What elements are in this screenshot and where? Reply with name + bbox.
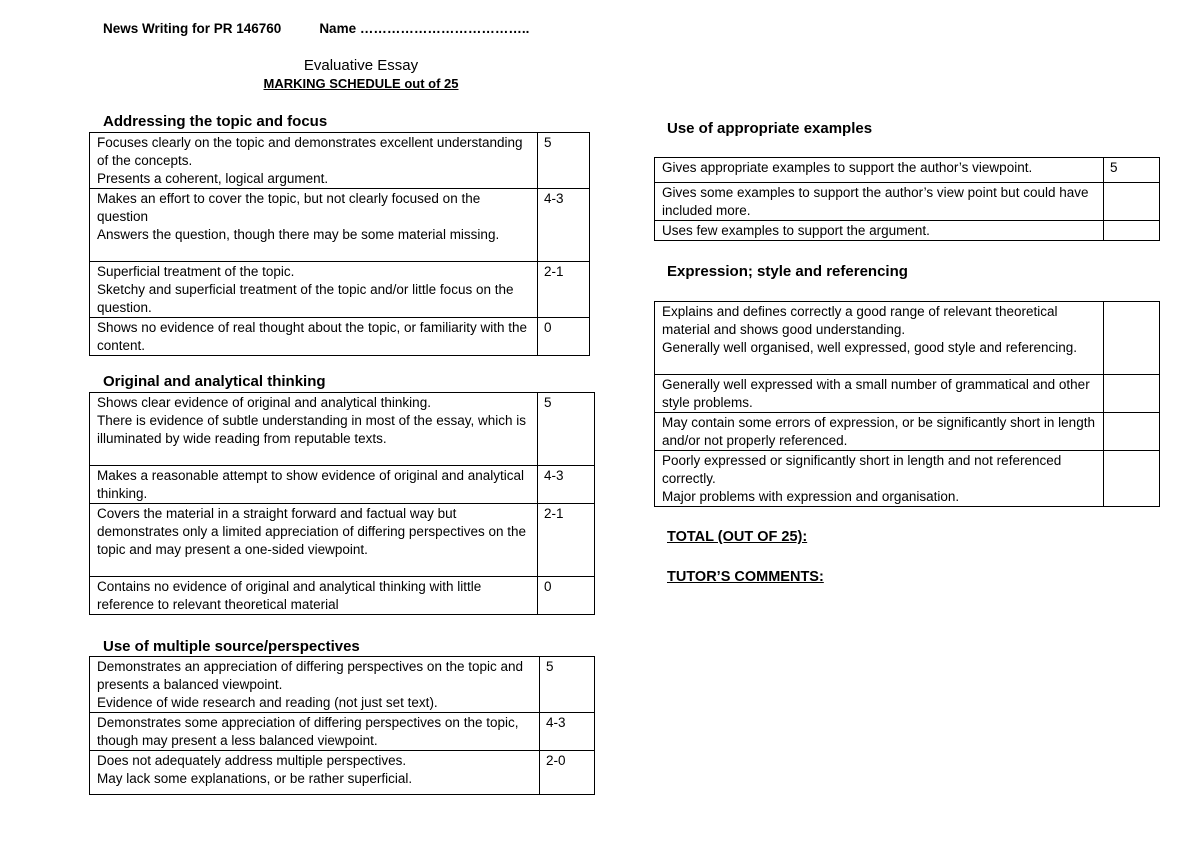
criterion-description: [90, 577, 538, 615]
total-label: TOTAL (OUT OF 25):: [667, 529, 808, 545]
name-field-label: Name ………………………………..: [319, 21, 530, 36]
criterion-score: [1104, 413, 1160, 451]
criterion-line: Makes an effort to cover the topic, but not clearly focused on the question: [97, 191, 481, 224]
criterion-line: Presents a coherent, logical argument.: [97, 171, 329, 186]
criterion-description: [655, 375, 1104, 413]
criterion-line: Sketchy and superficial treatment of the topic and/or little focus on the question.: [97, 282, 514, 315]
rubric-row: [90, 262, 590, 318]
criterion-score: [1104, 221, 1160, 241]
section-heading-topic: Addressing the topic and focus: [103, 113, 328, 130]
criterion-description: [655, 413, 1104, 451]
criterion-line: Poorly expressed or significantly short in length and not referenced correctly.: [662, 453, 1062, 486]
criterion-line: Superficial treatment of the topic.: [97, 264, 295, 279]
criterion-description: [655, 302, 1104, 375]
criterion-line: Contains no evidence of original and analytical thinking with little reference to relevant theoretical material: [97, 579, 482, 612]
criterion-line: Covers the material in a straight forward and factual way but demonstrates only a limited appreciation of differing perspectives on the topic and may present a one-sided viewpoint.: [97, 506, 526, 557]
rubric-row: [90, 504, 595, 577]
criterion-score: 5: [540, 657, 595, 713]
criterion-score: [1104, 302, 1160, 375]
criterion-line: Explains and defines correctly a good range of relevant theoretical material and shows good understanding.: [662, 304, 1058, 337]
rubric-row: [90, 466, 595, 504]
document-title: Evaluative Essay: [303, 57, 419, 74]
rubric-row: [655, 302, 1160, 375]
rubric-row: [90, 713, 595, 751]
tutor-comments-label: TUTOR’S COMMENTS:: [667, 569, 824, 585]
criterion-score: 2-0: [540, 751, 595, 795]
criterion-description: [90, 751, 540, 795]
criterion-description: [90, 393, 538, 466]
criterion-description: [90, 713, 540, 751]
rubric-table-topic: [89, 132, 590, 356]
criterion-description: [655, 451, 1104, 507]
criterion-line: Gives appropriate examples to support the author’s viewpoint.: [662, 160, 1033, 175]
criterion-line: Answers the question, though there may be some material missing.: [97, 227, 500, 242]
criterion-line: Does not adequately address multiple perspectives.: [97, 753, 407, 768]
criterion-line: Generally well expressed with a small number of grammatical and other style problems.: [662, 377, 1090, 410]
rubric-table-expression: [654, 301, 1160, 507]
criterion-line: There is evidence of subtle understanding in most of the essay, which is illuminated by wide reading from reputable texts.: [97, 413, 526, 446]
criterion-description: [90, 262, 538, 318]
section-heading-expression: Expression; style and referencing: [667, 263, 908, 280]
criterion-line: Generally well organised, well expressed, good style and referencing.: [662, 340, 1077, 355]
criterion-score: 4-3: [538, 466, 595, 504]
rubric-row: [655, 158, 1160, 183]
criterion-description: [655, 183, 1104, 221]
criterion-line: Demonstrates some appreciation of differing perspectives on the topic, though may present a less balanced viewpoint.: [97, 715, 519, 748]
section-heading-examples: Use of appropriate examples: [667, 120, 873, 137]
criterion-line: Evidence of wide research and reading (not just set text).: [97, 695, 438, 710]
criterion-line: Makes a reasonable attempt to show evidence of original and analytical thinking.: [97, 468, 525, 501]
criterion-score: [1104, 183, 1160, 221]
criterion-line: Focuses clearly on the topic and demonstrates excellent understanding of the concepts.: [97, 135, 523, 168]
criterion-score: 5: [538, 393, 595, 466]
criterion-description: [655, 158, 1104, 183]
criterion-line: Shows no evidence of real thought about the topic, or familiarity with the content.: [97, 320, 527, 353]
rubric-row: [655, 375, 1160, 413]
rubric-table-examples: [654, 157, 1160, 241]
criterion-score: 0: [538, 318, 590, 356]
rubric-table-multiple: [89, 656, 595, 795]
criterion-description: [90, 466, 538, 504]
course-code: News Writing for PR 146760: [103, 21, 282, 36]
criterion-description: [90, 657, 540, 713]
rubric-row: [90, 657, 595, 713]
criterion-description: [90, 318, 538, 356]
criterion-score: 5: [538, 133, 590, 189]
criterion-score: 4-3: [538, 189, 590, 262]
criterion-line: Demonstrates an appreciation of differing perspectives on the topic and presents a balanced viewpoint.: [97, 659, 524, 692]
rubric-row: [90, 751, 595, 795]
criterion-line: Shows clear evidence of original and analytical thinking.: [97, 395, 431, 410]
rubric-row: [655, 183, 1160, 221]
criterion-line: May contain some errors of expression, or be significantly short in length and/or not properly referenced.: [662, 415, 1095, 448]
criterion-line: Gives some examples to support the author’s view point but could have included more.: [662, 185, 1089, 218]
criterion-score: 4-3: [540, 713, 595, 751]
criterion-description: [90, 133, 538, 189]
rubric-row: [655, 221, 1160, 241]
rubric-row: [90, 577, 595, 615]
criterion-score: 0: [538, 577, 595, 615]
rubric-table-original: [89, 392, 595, 615]
document-subtitle: MARKING SCHEDULE out of 25: [263, 76, 459, 91]
criterion-line: May lack some explanations, or be rather superficial.: [97, 771, 413, 786]
section-heading-original: Original and analytical thinking: [103, 373, 326, 390]
rubric-row: [90, 189, 590, 262]
criterion-line: Major problems with expression and organisation.: [662, 489, 960, 504]
document-header: [103, 21, 529, 36]
criterion-description: [655, 221, 1104, 241]
criterion-score: [1104, 451, 1160, 507]
rubric-row: [655, 413, 1160, 451]
section-heading-multiple: Use of multiple source/perspectives: [103, 638, 360, 655]
criterion-score: 2-1: [538, 504, 595, 577]
rubric-row: [90, 318, 590, 356]
criterion-description: [90, 504, 538, 577]
rubric-row: [655, 451, 1160, 507]
rubric-row: [90, 393, 595, 466]
rubric-row: [90, 133, 590, 189]
criterion-line: Uses few examples to support the argument.: [662, 223, 930, 238]
criterion-score: 2-1: [538, 262, 590, 318]
criterion-score: 5: [1104, 158, 1160, 183]
criterion-score: [1104, 375, 1160, 413]
criterion-description: [90, 189, 538, 262]
